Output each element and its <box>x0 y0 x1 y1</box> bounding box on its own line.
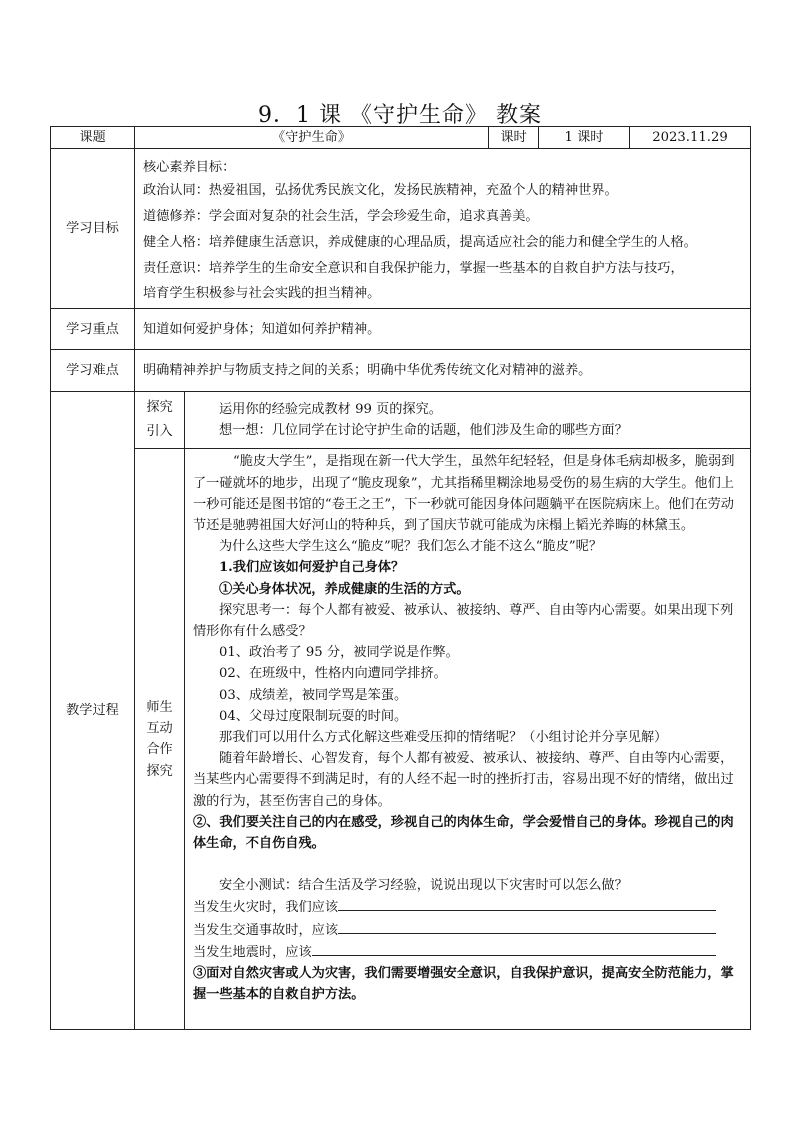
lesson-plan-table <box>50 126 751 1030</box>
conclusion-text: ②、我们要关注自己的内在感受，珍视自己的肉体生命，学会爱惜自己的身体。珍视自己的肉体生命，不自伤自残。 <box>193 814 734 852</box>
answer-blank[interactable] <box>338 919 716 934</box>
period-label: 课时 <box>489 127 539 149</box>
spacer <box>193 854 742 875</box>
intro-content <box>185 392 751 449</box>
main-label-line: 互动 <box>146 721 173 737</box>
safety-item <box>193 896 742 918</box>
objective-line: 道德修养：学会面对复杂的社会生活，学会珍爱生命，追求真善美。 <box>143 209 539 225</box>
answer-blank[interactable] <box>338 896 716 911</box>
objectives-row <box>51 149 751 309</box>
discussion-prompt: 那我们可以用什么方式化解这些难受压抑的情绪呢？（小组讨论并分享见解） <box>219 730 668 746</box>
objective-line: 健全人格：培养健康生活意识，养成健康的心理品质，提高适应社会的能力和健全学生的人格。 <box>143 235 697 251</box>
main-label-line: 探究 <box>146 763 173 779</box>
intro-label-line: 引入 <box>146 424 173 440</box>
main-label <box>135 449 185 1030</box>
main-label-line: 合作 <box>146 742 173 758</box>
objective-line: 责任意识：培养学生的生命安全意识和自我保护能力，掌握一些基本的自救自护方法与技巧， <box>143 261 684 277</box>
key-points-row <box>51 309 751 350</box>
objectives-label: 学习目标 <box>51 149 135 309</box>
explanation-paragraph: 随着年龄增长、心智发育，每个人都有被爱、被承认、被接纳、尊严、自由等内心需要，当某些内心需要得不到满足时，有的人经不起一时的挫折打击，容易出现不好的情绪，做出过激的行为，甚至伤害自己的身体。 <box>193 751 734 809</box>
process-intro-row <box>51 392 751 449</box>
objective-line: 核心素养目标： <box>143 160 236 176</box>
objective-line: 政治认同：热爱祖国，弘扬优秀民族文化，发扬民族精神，充盈个人的精神世界。 <box>143 183 618 199</box>
key-points-label: 学习重点 <box>51 309 135 350</box>
objectives-content <box>135 149 751 309</box>
safety-intro: 安全小测试：结合生活及学习经验，说说出现以下灾害时可以怎么做？ <box>219 878 628 894</box>
objective-line: 培育学生积极参与社会实践的担当精神。 <box>143 286 381 302</box>
difficulties-text: 明确精神养护与物质支持之间的关系；明确中华优秀传统文化对精神的滋养。 <box>135 350 751 392</box>
page-title: 9．1 课 《守护生命》 教案 <box>258 103 542 128</box>
case-paragraph: “脆皮大学生”，是指现在新一代大学生，虽然年纪轻轻，但是身体毛病却极多，脆弱到了一碰就坏的地步，出现了“脆皮现象”，尤其指稀里糊涂地易受伤的易生病的大学生。他们上一秒可能还是图书馆的“卷王之王”，下一秒就可能因身体问题躺平在医院病床上。他们在劳动节还是驰骋祖国大好河山的特种兵，到了国庆节就可能成为床榻上韬光养晦的林黛玉。 <box>193 454 735 534</box>
safety-item <box>193 941 742 963</box>
section-subheading: ①关心身体状况，养成健康的生活的方式。 <box>219 581 470 597</box>
answer-blank[interactable] <box>312 941 716 956</box>
date-value: 2023.11.29 <box>630 127 751 149</box>
safety-prompt: 当发生交通事故时，应该 <box>193 922 339 938</box>
main-label-line: 师生 <box>146 700 173 715</box>
key-points-text: 知道如何爱护身体；知道如何养护精神。 <box>135 309 751 350</box>
case-item: 01、政治考了 95 分，被同学说是作弊。 <box>219 645 459 661</box>
conclusion-text: ③面对自然灾害或人为灾害，我们需要增强安全意识，自我保护意识，提高安全防范能力，掌握一些基本的自救自护方法。 <box>193 966 734 1003</box>
difficulties-row <box>51 350 751 392</box>
intro-label-line: 探究 <box>146 400 173 416</box>
case-item: 04、父母过度限制玩耍的时间。 <box>219 708 408 724</box>
section-heading: 1.我们应该如何爱护自己身体？ <box>219 560 405 576</box>
case-item: 03、成绩差，被同学骂是笨蛋。 <box>219 687 408 703</box>
intro-label <box>135 392 185 449</box>
intro-line: 想一想：几位同学在讨论守护生命的话题，他们涉及生命的哪些方面？ <box>219 423 628 439</box>
process-main-row <box>51 449 751 1030</box>
case-item: 02、在班级中，性格内向遭同学排挤。 <box>219 666 447 682</box>
header-row <box>51 127 751 149</box>
safety-prompt: 当发生地震时，应该 <box>193 944 312 960</box>
process-label: 教学过程 <box>51 392 135 1030</box>
safety-item <box>193 919 742 941</box>
topic-label: 课题 <box>51 127 135 149</box>
question-text: 为什么这些大学生这么“脆皮”呢？我们怎么才能不这么“脆皮”呢？ <box>219 539 603 555</box>
safety-prompt: 当发生火灾时，我们应该 <box>193 900 339 916</box>
period-value: 1 课时 <box>539 127 630 149</box>
intro-line: 运用你的经验完成教材 99 页的探究。 <box>219 402 442 418</box>
difficulties-label: 学习难点 <box>51 350 135 392</box>
topic-value: 《守护生命》 <box>135 127 489 149</box>
explore-question: 探究思考一：每个人都有被爱、被承认、被接纳、尊严、自由等内心需要。如果出现下列情形你有什么感受？ <box>193 602 734 640</box>
main-content <box>185 449 751 1030</box>
